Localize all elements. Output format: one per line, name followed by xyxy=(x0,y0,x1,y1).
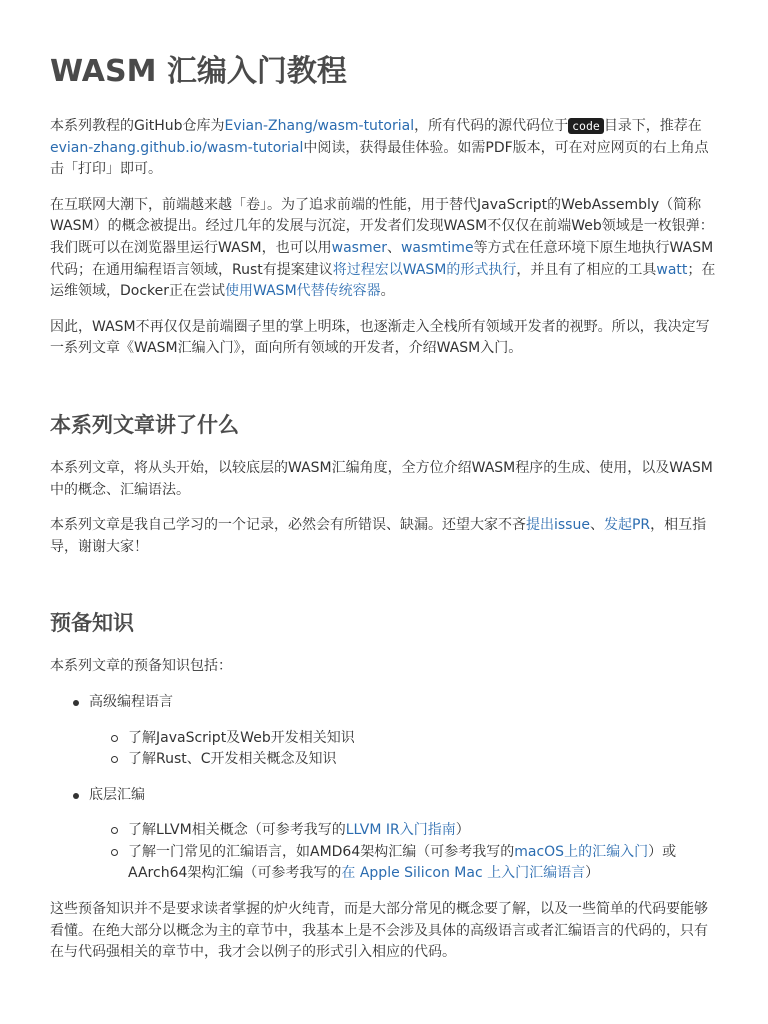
sub-list-item xyxy=(89,820,718,842)
repo-link[interactable]: Evian-Zhang/wasm-tutorial xyxy=(224,118,415,134)
intro-text: ；在运维领域，Docker正在尝试 xyxy=(50,261,716,300)
proposal-link[interactable]: 将过程宏以WASM的形式执行 xyxy=(332,261,517,278)
intro-paragraph-2 xyxy=(50,195,718,303)
docker-wasm-link[interactable]: 使用WASM代替传统容器 xyxy=(225,283,381,300)
sub-item-text: ） xyxy=(455,822,470,839)
intro-paragraph-3: 因此，WASM不再仅仅是前端圈子里的掌上明珠，也逐渐走入全栈所有领域开发者的视野。所以，我决定写一系列文章《WASM汇编入门》，面向所有领域的开发者，介绍WASM入门。 xyxy=(50,318,710,357)
prereq-intro: 本系列文章的预备知识包括： xyxy=(50,658,232,675)
wasmtime-link[interactable]: wasmtime xyxy=(400,239,474,256)
about-paragraph-1: 本系列文章，将从头开始，以较底层的WASM汇编角度，全方位介绍WASM程序的生成、使用，以及WASM中的概念、汇编语法。 xyxy=(50,459,713,498)
about-text: 本系列文章是我自己学习的一个记录，必然会有所错误、缺漏。还望大家不吝 xyxy=(50,517,526,534)
intro-text: 在互联网大潮下，前端越来越「卷」。为了追求前端的性能，用于替代JavaScript的WebAssembly（简称WASM）的概念被提出。经过几年的发展与沉淀，开发者们发现WASM不仅仅在前端Web领域是一枚银弹：我们既可以在浏览器里运行WASM，也可以用 xyxy=(50,196,714,256)
site-link[interactable]: evian-zhang.github.io/wasm-tutorial xyxy=(50,139,304,156)
llvm-guide-link[interactable]: LLVM IR入门指南 xyxy=(345,822,456,839)
intro-text: ，并且有了相应的工具 xyxy=(516,261,657,278)
wasmer-link[interactable]: wasmer xyxy=(331,239,387,256)
list-item xyxy=(50,785,718,885)
list-item xyxy=(50,692,718,771)
intro-text: 本系列教程的GitHub仓库为 xyxy=(50,118,225,134)
sub-list xyxy=(89,820,718,885)
section-heading-prereq: 预备知识 xyxy=(50,611,134,636)
issue-link[interactable]: 提出issue xyxy=(526,517,590,534)
list-item-label: 高级编程语言 xyxy=(89,693,173,710)
list-item-label: 底层汇编 xyxy=(89,786,145,803)
sub-list-item xyxy=(89,842,718,885)
page-title: WASM 汇编入门教程 xyxy=(50,54,347,89)
intro-text: 中阅读，获得最佳体验。如需PDF版本，可在对应网页的右上角点击「打印」即可。 xyxy=(50,139,709,178)
intro-text: 。 xyxy=(380,283,395,300)
about-text: ，相互指导，谢谢大家！ xyxy=(50,517,707,555)
sub-list-item: 了解JavaScript及Web开发相关知识 xyxy=(89,728,718,750)
intro-text: 目录下，推荐在 xyxy=(603,118,702,134)
intro-text: ，所有代码的源代码位于 xyxy=(414,118,569,134)
inline-code: code xyxy=(568,118,604,134)
macos-asm-link[interactable]: macOS上的汇编入门 xyxy=(514,843,649,860)
intro-text: 等方式在任意环境下原生地执行WASM代码；在通用编程语言领域，Rust有提案建议 xyxy=(50,239,714,278)
sub-item-text: ）或AArch64架构汇编（可参考我写的 xyxy=(128,843,677,882)
sub-item-text: 了解一门常见的汇编语言，如AMD64架构汇编（可参考我写的 xyxy=(128,843,515,860)
section-heading-about: 本系列文章讲了什么 xyxy=(50,412,239,437)
sub-item-text: ） xyxy=(585,865,600,882)
prereq-outro: 这些预备知识并不是要求读者掌握的炉火纯青，而是大部分常见的概念要了解，以及一些简单的代码要能够看懂。在绝大部分以概念为主的章节中，我基本上是不会涉及具体的高级语言或者汇编语言的代码的，只有在与代码强相关的章节中，我才会以例子的形式引入相应的代码。 xyxy=(50,901,708,961)
separator: 、 xyxy=(386,239,401,256)
prereq-list xyxy=(50,692,718,885)
apple-silicon-asm-link[interactable]: 在 Apple Silicon Mac 上入门汇编语言 xyxy=(341,865,586,882)
watt-link[interactable]: watt xyxy=(656,261,688,278)
intro-paragraph-1 xyxy=(50,116,718,181)
pr-link[interactable]: 发起PR xyxy=(603,517,651,534)
about-paragraph-2 xyxy=(50,515,718,558)
sub-list-item: 了解Rust、C开发相关概念及知识 xyxy=(89,749,718,771)
sub-item-text: 了解LLVM相关概念（可参考我写的 xyxy=(128,822,346,839)
sub-list xyxy=(89,728,718,771)
separator: 、 xyxy=(589,517,604,534)
